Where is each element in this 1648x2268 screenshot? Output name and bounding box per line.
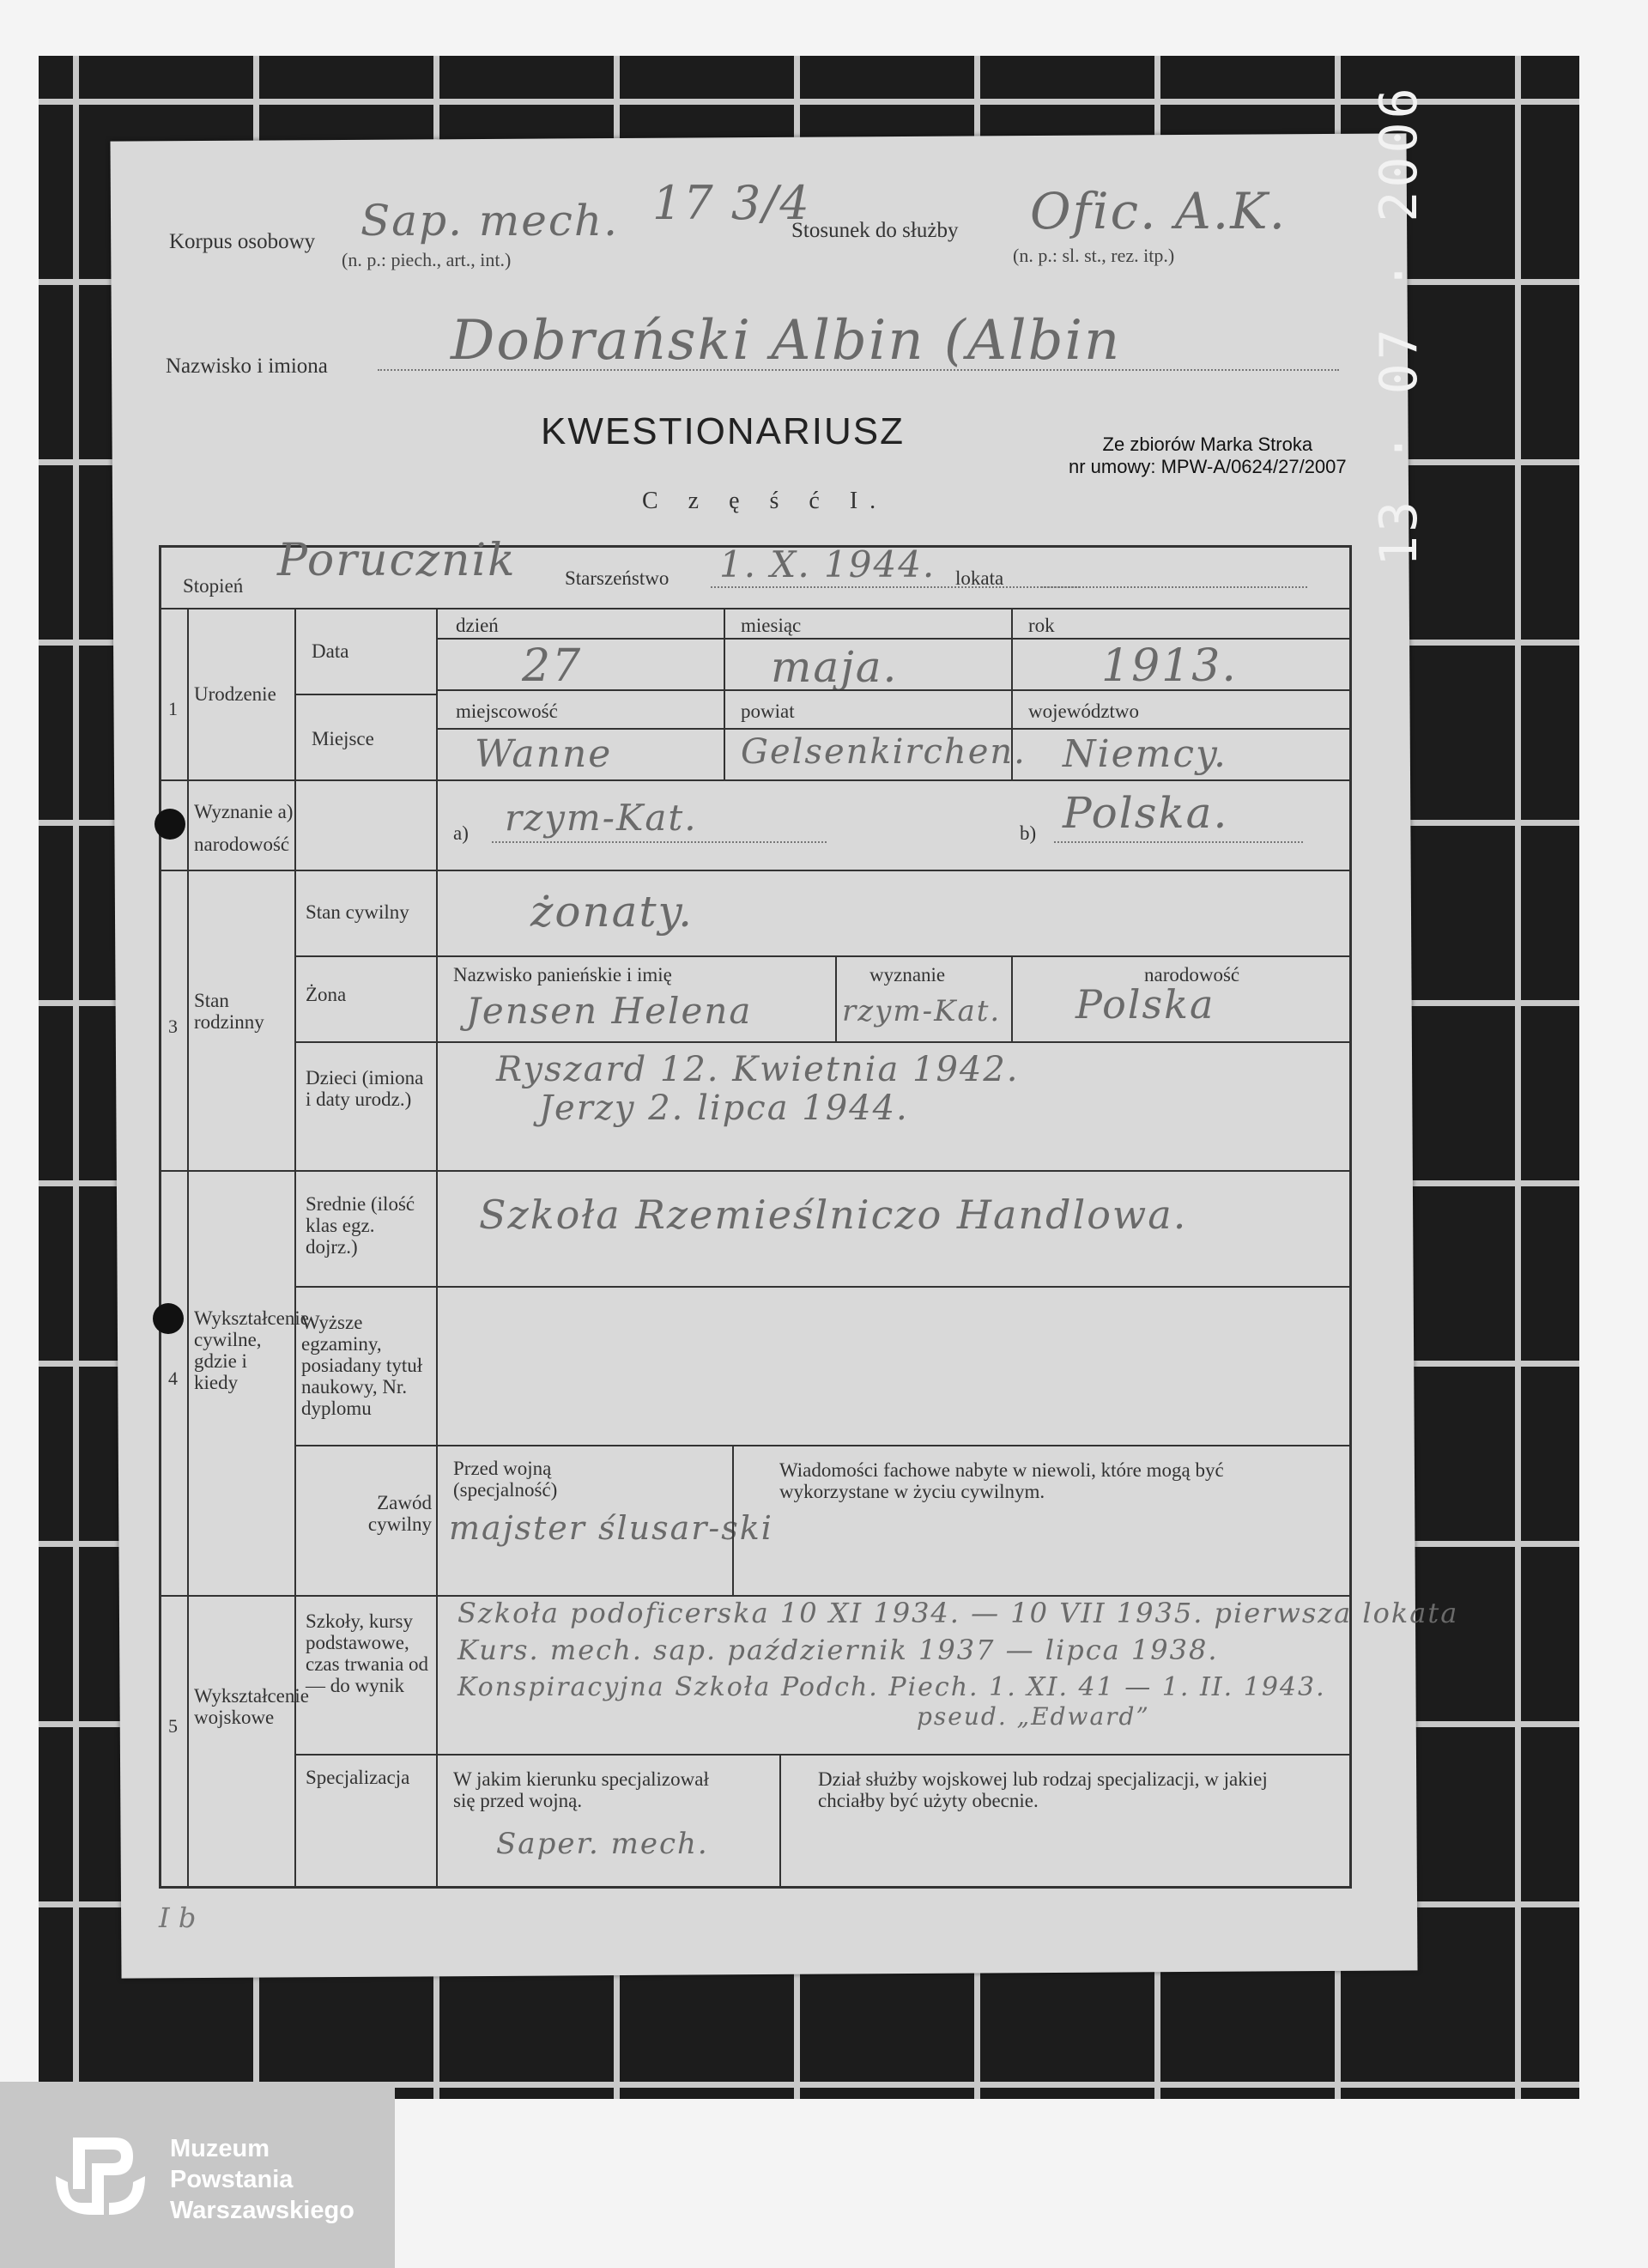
captivity-knowledge-label: Wiadomości fachowe nabyte w niewoli, które mogą być wykorzystane w życiu cywilnym. — [779, 1459, 1224, 1502]
year-label: rok — [1028, 615, 1055, 636]
higher-education-label: Wyższe egzaminy, posiadany tytuł naukowy, Nr. dyplomu — [301, 1312, 423, 1419]
day-label: dzień — [456, 615, 499, 636]
section-3-number: 3 — [168, 1016, 178, 1037]
religion-value: rzym-Kat. — [505, 797, 698, 839]
birth-day: 27 — [522, 640, 583, 692]
birth-year: 1913. — [1101, 640, 1238, 692]
spec-now-label: Dział służby wojskowej lub rodzaj specjalizacji, w jakiej chciałby być użyty obecnie. — [818, 1768, 1268, 1811]
secondary-label: Srednie (ilość klas egz. dojrz.) — [306, 1193, 415, 1258]
wife-nationality: Polska — [1075, 981, 1215, 1028]
seniority-dotted-line — [711, 586, 1080, 588]
civil-status-value: żonaty. — [530, 887, 694, 937]
stamp-line-2: nr umowy: MPW-A/0624/27/2007 — [1069, 456, 1347, 477]
wife-religion: rzym-Kat. — [842, 994, 1002, 1028]
relation-hint: (n. p.: sl. st., rez. itp.) — [1013, 245, 1175, 266]
museum-name-line-3: Warszawskiego — [170, 2197, 354, 2224]
civil-status-label: Stan cywilny — [306, 901, 409, 923]
anchor-logo-icon — [47, 2129, 154, 2223]
spec-prewar-value: Saper. mech. — [496, 1827, 709, 1861]
military-school-1: Szkoła podoficerska 10 XI 1934. — 10 VII 1935. pierwsza lokata — [457, 1597, 1459, 1629]
lokata-dotted-line — [1041, 586, 1307, 588]
nationality-value: Polska. — [1063, 788, 1229, 838]
province-label: województwo — [1028, 700, 1140, 722]
military-school-3: Konspiracyjna Szkoła Podch. Piech. 1. XI. 41 — 1. II. 1943. — [457, 1672, 1326, 1702]
rank-label: Stopień — [183, 575, 244, 597]
birth-province: Niemcy. — [1063, 732, 1227, 776]
form-title: KWESTIONARIUSZ — [541, 410, 906, 452]
profession-label: Zawód cywilny — [367, 1492, 432, 1535]
children-label: Dzieci (imiona i daty urodz.) — [306, 1067, 424, 1110]
relation-value: Ofic. A.K. — [1030, 182, 1288, 240]
name-value: Dobrański Albin (Albin — [451, 309, 1122, 373]
form-table — [159, 535, 1459, 1889]
date-label: Data — [312, 640, 349, 662]
museum-name-line-1: Muzeum — [170, 2135, 270, 2162]
punch-hole — [154, 809, 185, 840]
prewar-label: Przed wojną (specjalność) — [453, 1458, 558, 1501]
corps-label: Korpus osobowy — [169, 230, 316, 253]
place-label: Miejsce — [312, 728, 374, 749]
town-label: miejscowość — [456, 700, 558, 722]
military-school-2: Kurs. mech. sap. październik 1937 — lipca 1938. — [457, 1634, 1219, 1666]
wife-name: Jensen Helena — [466, 990, 753, 1032]
birth-label: Urodzenie — [194, 683, 276, 705]
wife-nationality-label: narodowość — [1144, 964, 1240, 985]
museum-name — [170, 2133, 354, 2226]
section-5-number: 5 — [168, 1715, 178, 1737]
district-label: powiat — [741, 700, 795, 722]
wife-religion-label: wyznanie — [869, 964, 946, 985]
seniority-value: 1. X. 1944. — [719, 543, 936, 585]
birth-month: maja. — [771, 642, 899, 692]
spec-prewar-label: W jakim kierunku specjalizował się przed wojną. — [453, 1768, 709, 1811]
specialization-label: Specjalizacja — [306, 1767, 410, 1788]
form-subtitle: C z ę ś ć I. — [642, 488, 888, 514]
section-4-number: 4 — [168, 1367, 178, 1389]
relation-label: Stosunek do służby — [791, 219, 959, 242]
religion-a-label: a) — [453, 822, 469, 844]
stamp-line-1: Ze zbiorów Marka Stroka — [1102, 434, 1313, 455]
scan-date-stamp: 13 · 07 · 2006 — [1369, 84, 1429, 567]
secondary-value: Szkoła Rzemieślniczo Handlowa. — [479, 1192, 1188, 1238]
section-1-number: 1 — [168, 698, 178, 719]
footer-note: I b — [159, 1901, 197, 1934]
seniority-label: Starszeństwo — [565, 567, 670, 589]
corps-number: 17 3/4 — [652, 176, 811, 230]
religion-nationality-label-1: Wyznanie a) — [194, 801, 294, 822]
prewar-value: majster ślusar-ski — [449, 1509, 773, 1547]
wife-label: Żona — [306, 984, 347, 1005]
museum-logo — [0, 2082, 395, 2268]
collection-stamp — [1069, 434, 1347, 478]
maiden-name-label: Nazwisko panieńskie i imię — [453, 964, 672, 985]
name-label: Nazwisko i imiona — [166, 355, 328, 378]
month-label: miesiąc — [741, 615, 802, 636]
military-schools-label: Szkoły, kursy podstawowe, czas trwania od — do wynik — [306, 1610, 429, 1696]
corps-hint: (n. p.: piech., art., int.) — [342, 249, 512, 270]
rank-value: Porucznik — [277, 535, 517, 586]
civil-education-label: Wykształcenie cywilne, gdzie i kiedy — [194, 1307, 309, 1393]
punch-hole — [153, 1303, 184, 1334]
family-status-label: Stan rodzinny — [194, 990, 264, 1033]
religion-nationality-label-2: narodowość — [194, 834, 290, 855]
military-education-label: Wykształcenie wojskowe — [194, 1685, 309, 1728]
birth-town: Wanne — [475, 732, 613, 776]
military-school-4: pseud. „Edward” — [917, 1702, 1150, 1731]
museum-name-line-2: Powstania — [170, 2166, 294, 2193]
birth-district: Gelsenkirchen. — [741, 732, 1027, 772]
nationality-b-label: b) — [1020, 822, 1037, 844]
child-2: Jerzy 2. lipca 1944. — [539, 1089, 909, 1128]
lokata-label: lokata — [955, 567, 1004, 589]
corps-value: Sap. mech. — [360, 196, 619, 246]
child-1: Ryszard 12. Kwietnia 1942. — [496, 1050, 1020, 1089]
